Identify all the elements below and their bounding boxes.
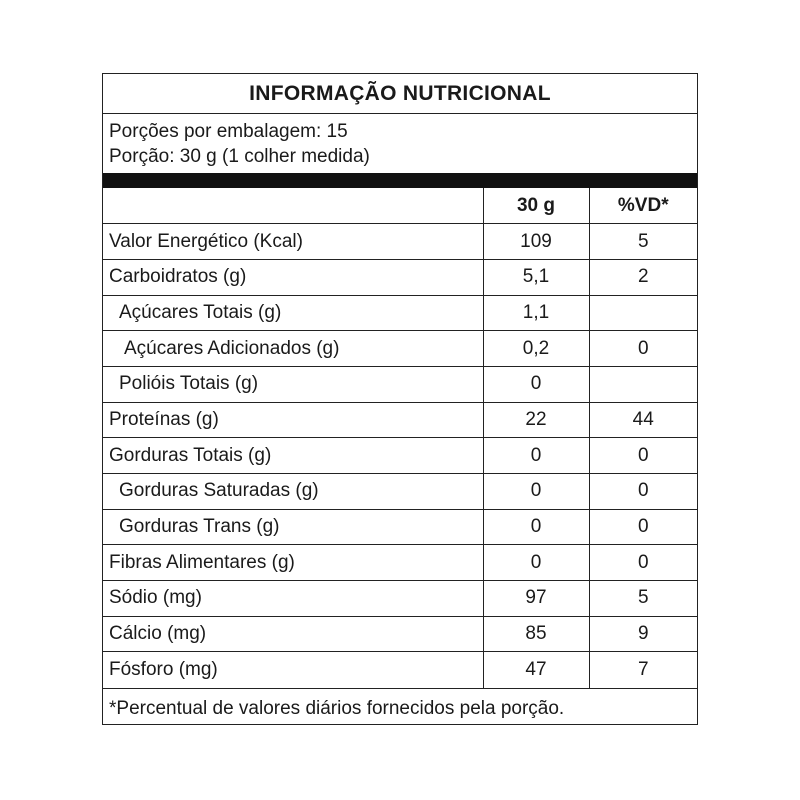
table-header-row (103, 188, 697, 224)
nutrient-amount: 109 (483, 224, 589, 260)
table-row (103, 224, 697, 260)
table-row (103, 616, 697, 652)
serving-info (103, 114, 697, 173)
table-row (103, 295, 697, 331)
footnote: *Percentual de valores diários fornecidos pela porção. (103, 688, 697, 730)
table-row (103, 438, 697, 474)
nutrient-dv: 2 (589, 259, 697, 295)
table-row (103, 652, 697, 688)
table-row (103, 402, 697, 438)
thick-divider (103, 173, 697, 188)
nutrient-amount: 0,2 (483, 331, 589, 367)
table-row (103, 366, 697, 402)
nutrient-amount: 0 (483, 545, 589, 581)
nutrient-dv: 0 (589, 545, 697, 581)
nutrient-amount: 0 (483, 366, 589, 402)
nutrient-name: Fósforo (mg) (103, 652, 483, 688)
nutrient-name: Açúcares Adicionados (g) (103, 331, 483, 367)
nutrient-name: Sódio (mg) (103, 581, 483, 617)
nutrient-amount: 85 (483, 616, 589, 652)
nutrient-name: Valor Energético (Kcal) (103, 224, 483, 260)
nutrient-name: Fibras Alimentares (g) (103, 545, 483, 581)
nutrient-dv (589, 295, 697, 331)
nutrient-dv: 0 (589, 331, 697, 367)
nutrient-dv: 5 (589, 224, 697, 260)
table-row (103, 331, 697, 367)
nutrient-name: Gorduras Trans (g) (103, 509, 483, 545)
nutrient-name: Carboidratos (g) (103, 259, 483, 295)
nutrient-amount: 0 (483, 438, 589, 474)
table-row (103, 545, 697, 581)
nutrient-name: Proteínas (g) (103, 402, 483, 438)
table-row (103, 509, 697, 545)
nutrient-name: Açúcares Totais (g) (103, 295, 483, 331)
nutrient-dv: 0 (589, 438, 697, 474)
nutrition-table (103, 188, 697, 688)
serving-size: Porção: 30 g (1 colher medida) (109, 146, 370, 167)
header-nutrient-cell (103, 188, 483, 224)
nutrient-dv: 0 (589, 474, 697, 510)
nutrient-amount: 22 (483, 402, 589, 438)
nutrient-name: Gorduras Saturadas (g) (103, 474, 483, 510)
label-title: INFORMAÇÃO NUTRICIONAL (103, 74, 697, 114)
table-row (103, 474, 697, 510)
header-daily-value: %VD* (589, 188, 697, 224)
nutrient-dv: 5 (589, 581, 697, 617)
nutrient-dv: 0 (589, 509, 697, 545)
nutrient-name: Polióis Totais (g) (103, 366, 483, 402)
nutrient-dv: 7 (589, 652, 697, 688)
header-amount: 30 g (483, 188, 589, 224)
nutrient-dv (589, 366, 697, 402)
nutrient-name: Cálcio (mg) (103, 616, 483, 652)
nutrient-amount: 47 (483, 652, 589, 688)
servings-per-package: Porções por embalagem: 15 (109, 121, 348, 142)
nutrition-facts-label (102, 73, 698, 725)
nutrient-dv: 44 (589, 402, 697, 438)
nutrient-amount: 0 (483, 509, 589, 545)
nutrient-name: Gorduras Totais (g) (103, 438, 483, 474)
table-row (103, 259, 697, 295)
table-row (103, 581, 697, 617)
nutrient-amount: 97 (483, 581, 589, 617)
nutrient-amount: 1,1 (483, 295, 589, 331)
nutrient-amount: 5,1 (483, 259, 589, 295)
nutrient-dv: 9 (589, 616, 697, 652)
nutrient-amount: 0 (483, 474, 589, 510)
